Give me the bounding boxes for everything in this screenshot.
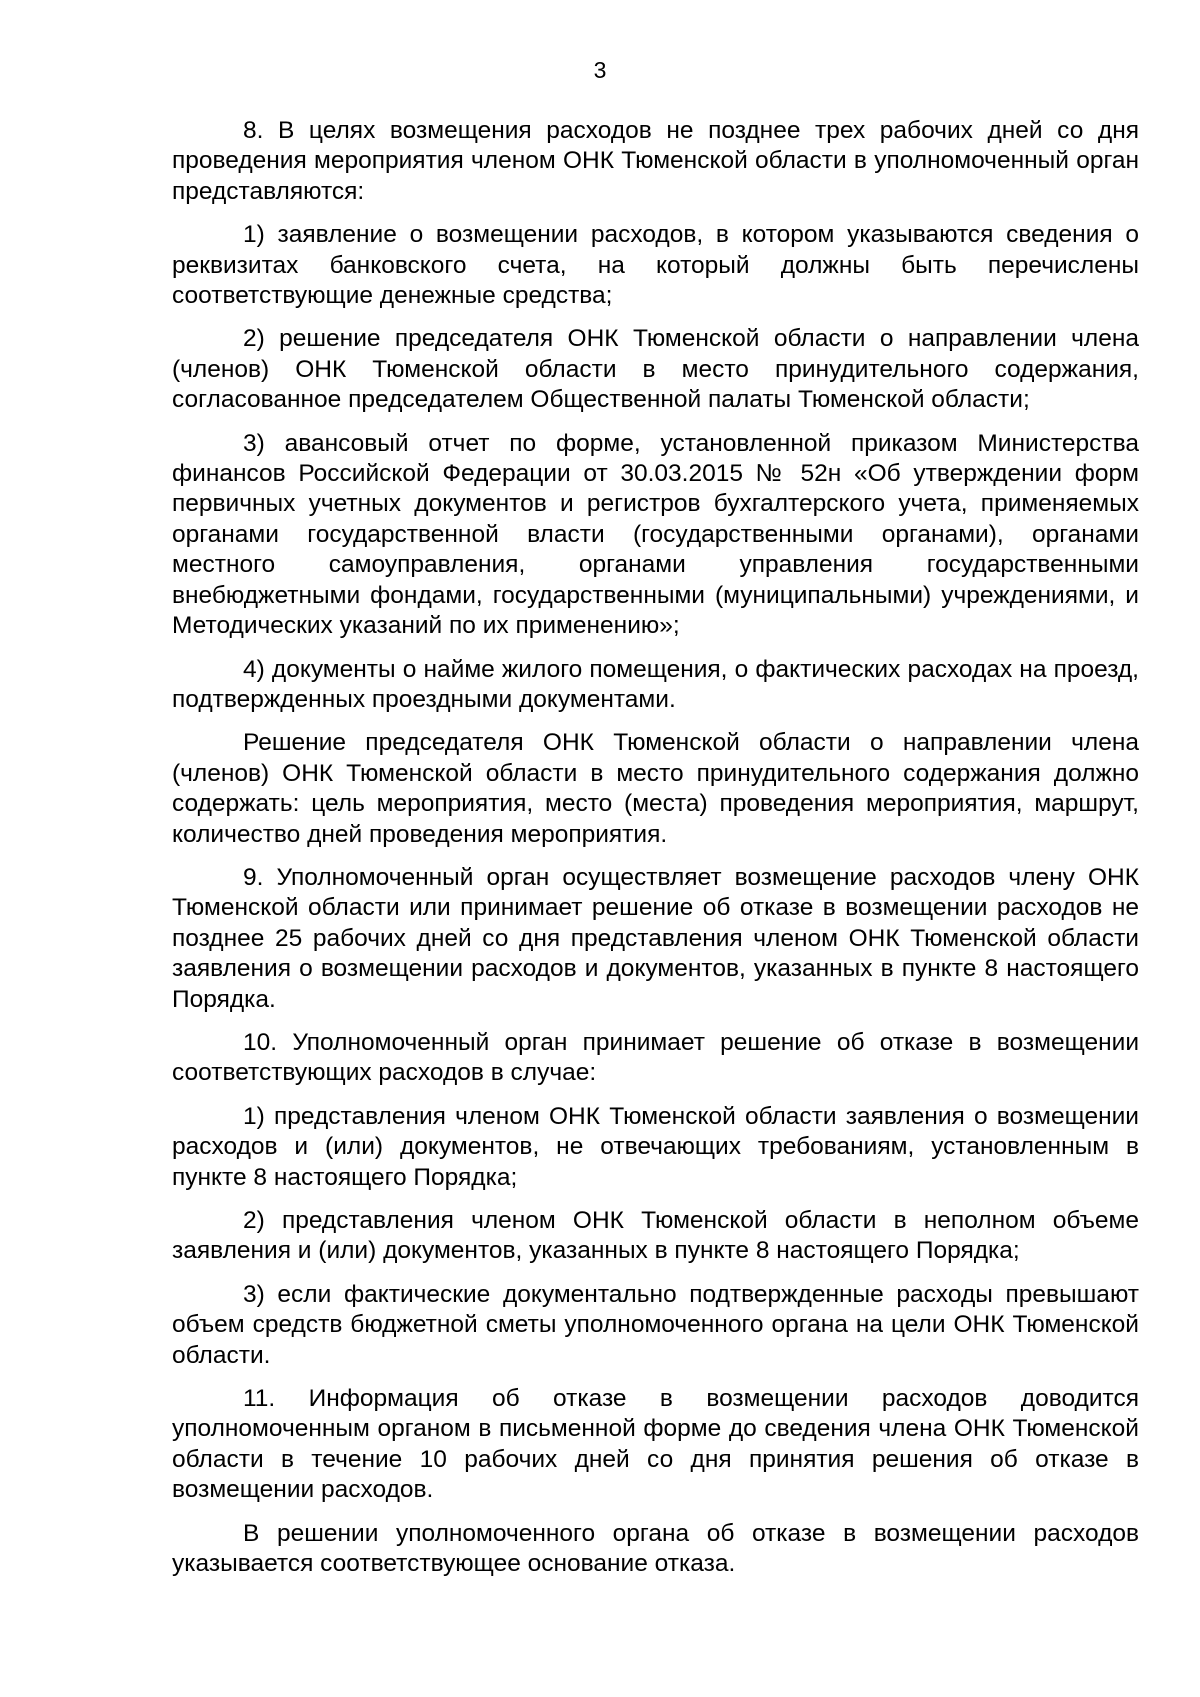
paragraph-10-item-2: 2) представления членом ОНК Тюменской области в неполном объеме заявления и (или) документов, указанных в пункте 8 настоящего Порядка; [172,1207,1139,1265]
paragraph-8-item-3: 3) авансовый отчет по форме, установленной приказом Министерства финансов Российской Федерации от 30.03.2015 № 52н «Об утверждении форм первичных учетных документов и регистров бухгалтерского учета, применяемых органами государственной власти (государственными органами), органами местного самоуправления, органами управления государственными внебюджетными фондами, государственными (муниципальными) учреждениями, и Методических указаний по их применению»; [172,429,1139,640]
paragraph-8-item-1: 1) заявление о возмещении расходов, в котором указываются сведения о реквизитах банковского счета, на который должны быть перечислены соответствующие денежные средства; [172,221,1139,310]
paragraph-8-item-2: 2) решение председателя ОНК Тюменской области о направлении члена (членов) ОНК Тюменской области в место принудительного содержания, согласованное председателем Общественной палаты Тюменской области; [172,325,1139,414]
paragraph-11: 11. Информация об отказе в возмещении расходов доводится уполномоченным органом в письменной форме до сведения члена ОНК Тюменской области в течение 10 рабочих дней со дня принятия решения об отказе в возмещении расходов. [172,1385,1139,1504]
paragraph-9: 9. Уполномоченный орган осуществляет возмещение расходов члену ОНК Тюменской области или принимает решение об отказе в возмещении расходов не позднее 25 рабочих дней со дня представления членом ОНК Тюменской области заявления о возмещении расходов и документов, указанных в пункте 8 настоящего Порядка. [172,863,1139,1013]
paragraph-8: 8. В целях возмещения расходов не позднее трех рабочих дней со дня проведения мероприятия членом ОНК Тюменской области в уполномоченный орган представляются: [172,117,1139,205]
paragraph-11-refusal-basis: В решении уполномоченного органа об отказе в возмещении расходов указывается соответствующее основание отказа. [172,1519,1139,1578]
document-body [172,116,1139,1592]
paragraph-8-item-4: 4) документы о найме жилого помещения, о фактических расходах на проезд, подтвержденных проездными документами. [172,655,1139,713]
paragraph-8-decision: Решение председателя ОНК Тюменской области о направлении члена (членов) ОНК Тюменской области в место принудительного содержания должно содержать: цель мероприятия, место (места) проведения мероприятия, маршрут, количество дней проведения мероприятия. [172,729,1139,848]
paragraph-10-item-1: 1) представления членом ОНК Тюменской области заявления о возмещении расходов и (или) документов, не отвечающих требованиям, установленным в пункте 8 настоящего Порядка; [172,1102,1139,1191]
page-number: 3 [593,57,607,83]
paragraph-10-item-3: 3) если фактические документально подтвержденные расходы превышают объем средств бюджетной сметы уполномоченного органа на цели ОНК Тюменской области. [172,1280,1139,1369]
paragraph-10: 10. Уполномоченный орган принимает решение об отказе в возмещении соответствующих расходов в случае: [172,1028,1139,1087]
